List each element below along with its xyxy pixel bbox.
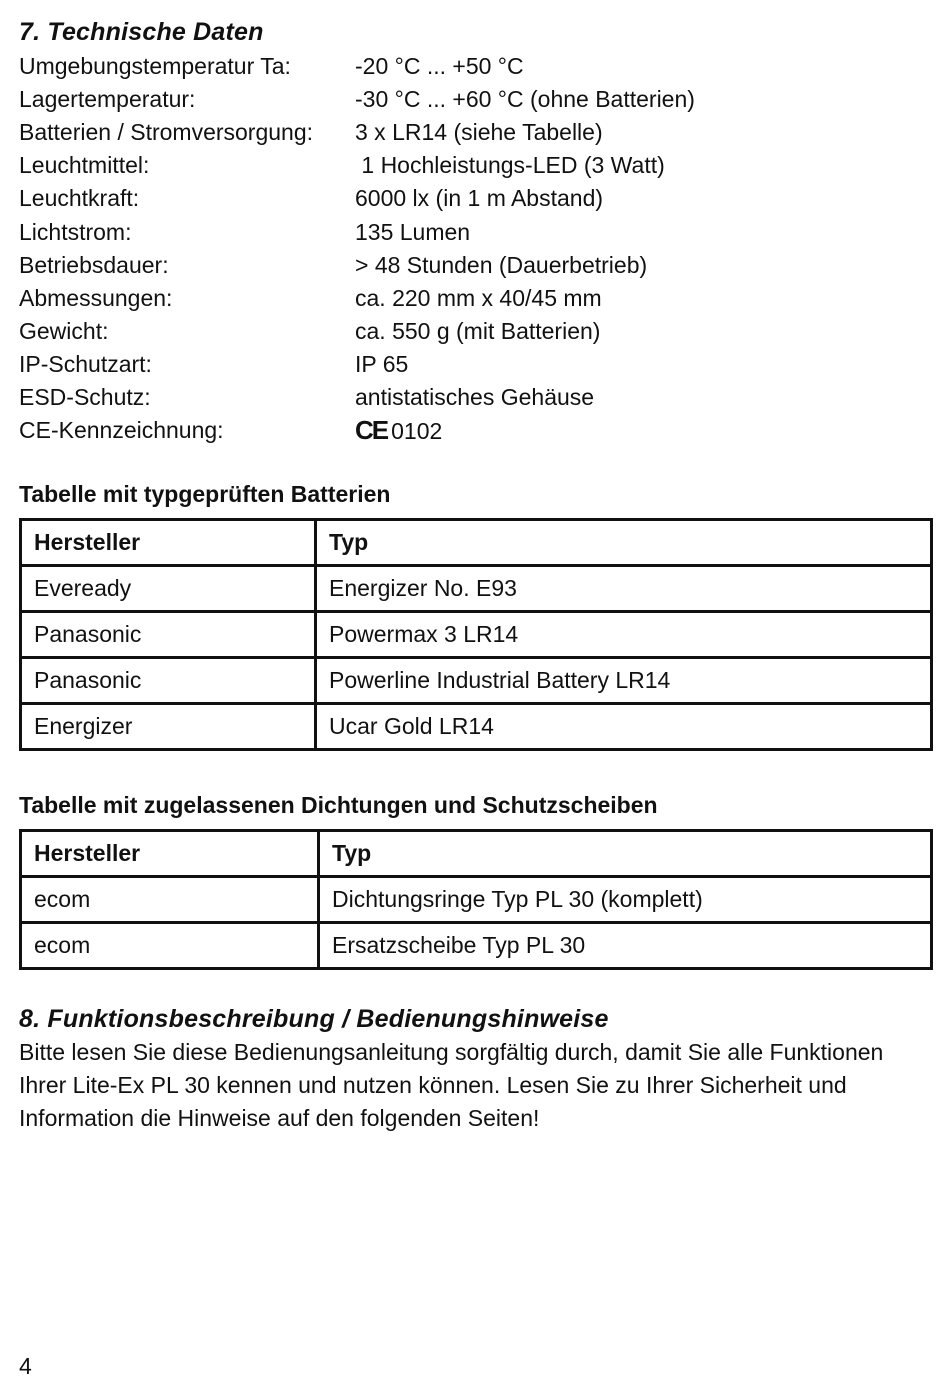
table-cell: Eveready — [21, 566, 316, 612]
seal-table — [19, 829, 933, 970]
spec-label: Leuchtkraft: — [19, 185, 140, 212]
instructions-paragraph — [19, 1036, 939, 1135]
table-cell: Ersatzscheibe Typ PL 30 — [319, 923, 932, 969]
section-7-title: 7. Technische Daten — [19, 18, 264, 46]
table-cell: Panasonic — [21, 612, 316, 658]
spec-value: antistatisches Gehäuse — [355, 383, 595, 410]
spec-value: 1 Hochleistungs-LED (3 Watt) — [355, 152, 665, 179]
paragraph-line: Information die Hinweise auf den folgenden Seiten! — [19, 1105, 540, 1131]
table-header-cell: Typ — [319, 831, 932, 877]
spec-value — [355, 415, 442, 446]
table-header-cell: Typ — [316, 520, 932, 566]
table-row — [21, 923, 932, 969]
table-header-row — [21, 831, 932, 877]
spec-value: -30 °C ... +60 °C (ohne Batterien) — [355, 86, 695, 113]
spec-label: Batterien / Stromversorgung: — [19, 119, 314, 146]
spec-value: 6000 lx (in 1 m Abstand) — [355, 185, 604, 212]
spec-row — [19, 282, 933, 315]
spec-label: Lichtstrom: — [19, 218, 132, 245]
spec-row — [19, 149, 933, 182]
spec-row — [19, 215, 933, 248]
table-row — [21, 877, 932, 923]
spec-value: > 48 Stunden (Dauerbetrieb) — [355, 251, 648, 278]
battery-table — [19, 518, 933, 751]
spec-row — [19, 182, 933, 215]
table-cell: Ucar Gold LR14 — [316, 704, 932, 750]
spec-row — [19, 348, 933, 381]
spec-row — [19, 414, 933, 447]
spec-value: ca. 550 g (mit Batterien) — [355, 317, 601, 344]
spec-row — [19, 116, 933, 149]
spec-label: Gewicht: — [19, 317, 109, 344]
table-cell: Powermax 3 LR14 — [316, 612, 932, 658]
paragraph-line: Ihrer Lite-Ex PL 30 kennen und nutzen können. Lesen Sie zu Ihrer Sicherheit und — [19, 1072, 847, 1098]
paragraph-line: Bitte lesen Sie diese Bedienungsanleitung sorgfältig durch, damit Sie alle Funktionen — [19, 1039, 884, 1065]
section-8-title: 8. Funktionsbeschreibung / Bedienungshinweise — [19, 1005, 609, 1033]
spec-value: 135 Lumen — [355, 218, 471, 245]
spec-row — [19, 315, 933, 348]
table-row — [21, 566, 932, 612]
battery-table-title: Tabelle mit typgeprüften Batterien — [19, 481, 391, 507]
table-row — [21, 704, 932, 750]
table-header-row — [21, 520, 932, 566]
page-number: 4 — [19, 1353, 32, 1379]
table-header-cell: Hersteller — [21, 520, 316, 566]
spec-label: Umgebungstemperatur Ta: — [19, 53, 291, 80]
spec-label: CE-Kennzeichnung: — [19, 417, 224, 444]
table-row — [21, 658, 932, 704]
spec-row — [19, 381, 933, 414]
spec-label: Lagertemperatur: — [19, 86, 196, 113]
seal-table-title: Tabelle mit zugelassenen Dichtungen und Schutzscheiben — [19, 792, 658, 818]
spec-value: ca. 220 mm x 40/45 mm — [355, 284, 602, 311]
spec-label: Leuchtmittel: — [19, 152, 150, 179]
spec-label: ESD-Schutz: — [19, 383, 151, 410]
spec-label: Abmessungen: — [19, 284, 173, 311]
table-cell: ecom — [21, 923, 319, 969]
spec-row — [19, 83, 933, 116]
table-cell: Energizer — [21, 704, 316, 750]
spec-label: Betriebsdauer: — [19, 251, 169, 278]
table-row — [21, 612, 932, 658]
spec-row — [19, 249, 933, 282]
table-cell: ecom — [21, 877, 319, 923]
spec-value: 3 x LR14 (siehe Tabelle) — [355, 119, 603, 146]
table-cell: Energizer No. E93 — [316, 566, 932, 612]
technical-specs-list — [19, 50, 933, 447]
table-cell: Panasonic — [21, 658, 316, 704]
spec-value: IP 65 — [355, 350, 409, 377]
spec-value: -20 °C ... +50 °C — [355, 53, 524, 80]
table-cell: Powerline Industrial Battery LR14 — [316, 658, 932, 704]
spec-row — [19, 50, 933, 83]
ce-mark-icon: CE — [355, 415, 388, 446]
table-header-cell: Hersteller — [21, 831, 319, 877]
table-cell: Dichtungsringe Typ PL 30 (komplett) — [319, 877, 932, 923]
ce-number: 0102 — [391, 418, 443, 445]
spec-label: IP-Schutzart: — [19, 350, 152, 377]
